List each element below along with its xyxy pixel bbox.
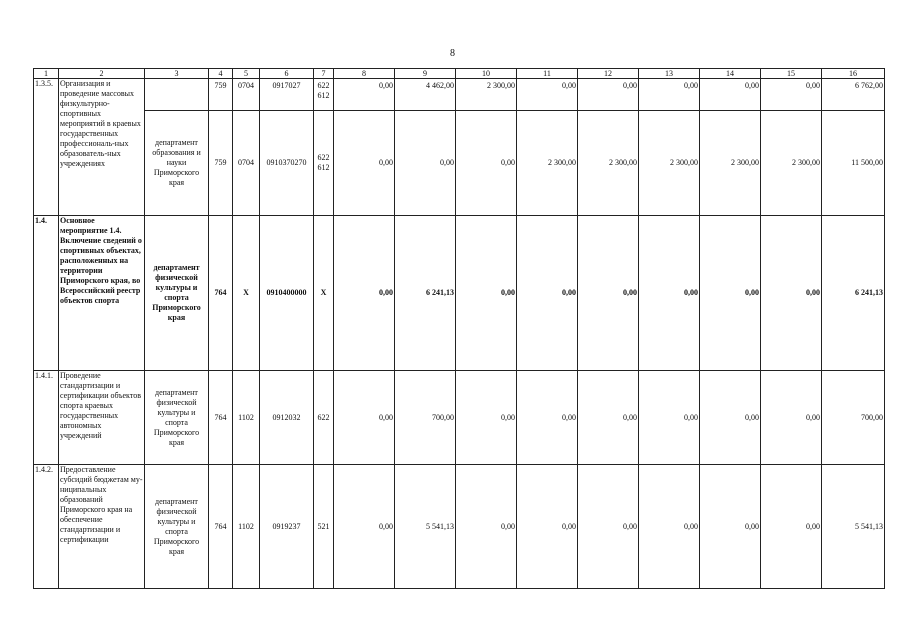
amount-col-13: 0,00 bbox=[639, 371, 700, 465]
amount-col-15: 0,00 bbox=[761, 465, 822, 589]
expense-code: 622 612 bbox=[314, 111, 334, 216]
budget-table bbox=[33, 68, 885, 589]
row-title: Предоставление субсидий бюджетам му-ниципальных образований Приморского края на обеспечение стандартизации и сертификации bbox=[59, 465, 145, 589]
amount-col-13: 0,00 bbox=[639, 465, 700, 589]
amount-col-16: 11 500,00 bbox=[822, 111, 885, 216]
amount-col-11: 0,00 bbox=[517, 79, 578, 111]
amount-col-8: 0,00 bbox=[334, 79, 395, 111]
table-row bbox=[34, 216, 885, 371]
grbs-code: 764 bbox=[209, 371, 233, 465]
amount-col-12: 0,00 bbox=[578, 216, 639, 371]
department: департамент физической культуры и спорта Приморского края bbox=[145, 216, 209, 371]
amount-col-13: 0,00 bbox=[639, 216, 700, 371]
column-header-13: 13 bbox=[639, 69, 700, 79]
section-code: X bbox=[233, 216, 260, 371]
amount-col-16: 6 241,13 bbox=[822, 216, 885, 371]
column-header-3: 3 bbox=[145, 69, 209, 79]
section-code: 1102 bbox=[233, 465, 260, 589]
column-header-9: 9 bbox=[395, 69, 456, 79]
column-header-16: 16 bbox=[822, 69, 885, 79]
amount-col-9: 4 462,00 bbox=[395, 79, 456, 111]
amount-col-14: 0,00 bbox=[700, 79, 761, 111]
column-header-2: 2 bbox=[59, 69, 145, 79]
amount-col-13: 2 300,00 bbox=[639, 111, 700, 216]
table-row bbox=[34, 111, 885, 216]
amount-col-8: 0,00 bbox=[334, 465, 395, 589]
amount-col-11: 0,00 bbox=[517, 465, 578, 589]
column-header-8: 8 bbox=[334, 69, 395, 79]
table-row bbox=[34, 465, 885, 589]
department bbox=[145, 79, 209, 111]
amount-col-16: 6 762,00 bbox=[822, 79, 885, 111]
expense-code: 622 bbox=[314, 371, 334, 465]
row-title: Организация и проведение массовых физкультурно-спортивных мероприятий в краевых государственных профессиональ-ных образователь-ных учреждениях bbox=[59, 79, 145, 216]
section-code: 0704 bbox=[233, 79, 260, 111]
amount-col-9: 6 241,13 bbox=[395, 216, 456, 371]
amount-col-12: 0,00 bbox=[578, 465, 639, 589]
grbs-code: 764 bbox=[209, 216, 233, 371]
column-header-12: 12 bbox=[578, 69, 639, 79]
section-code: 0704 bbox=[233, 111, 260, 216]
header-row bbox=[34, 69, 885, 79]
amount-col-12: 0,00 bbox=[578, 371, 639, 465]
target-code: 0917027 bbox=[260, 79, 314, 111]
amount-col-8: 0,00 bbox=[334, 371, 395, 465]
amount-col-9: 0,00 bbox=[395, 111, 456, 216]
department: департамент физической культуры и спорта Приморского края bbox=[145, 371, 209, 465]
amount-col-8: 0,00 bbox=[334, 111, 395, 216]
amount-col-13: 0,00 bbox=[639, 79, 700, 111]
grbs-code: 759 bbox=[209, 111, 233, 216]
column-header-15: 15 bbox=[761, 69, 822, 79]
amount-col-9: 700,00 bbox=[395, 371, 456, 465]
amount-col-15: 2 300,00 bbox=[761, 111, 822, 216]
column-header-7: 7 bbox=[314, 69, 334, 79]
expense-code: X bbox=[314, 216, 334, 371]
grbs-code: 764 bbox=[209, 465, 233, 589]
expense-code: 521 bbox=[314, 465, 334, 589]
row-number: 1.3.5. bbox=[34, 79, 59, 216]
amount-col-10: 0,00 bbox=[456, 111, 517, 216]
amount-col-10: 2 300,00 bbox=[456, 79, 517, 111]
column-header-4: 4 bbox=[209, 69, 233, 79]
grbs-code: 759 bbox=[209, 79, 233, 111]
department: департамент образования и науки Приморского края bbox=[145, 111, 209, 216]
row-title: Основное мероприятие 1.4. Включение сведений о спортивных объектах, расположенных на территории Приморского края, во Всероссийский реестр объектов спорта bbox=[59, 216, 145, 371]
column-header-11: 11 bbox=[517, 69, 578, 79]
row-title: Проведение стандартизации и сертификации объектов спорта краевых государственных автономных учреждений bbox=[59, 371, 145, 465]
row-number: 1.4. bbox=[34, 216, 59, 371]
column-header-6: 6 bbox=[260, 69, 314, 79]
amount-col-10: 0,00 bbox=[456, 371, 517, 465]
amount-col-11: 2 300,00 bbox=[517, 111, 578, 216]
section-code: 1102 bbox=[233, 371, 260, 465]
column-header-5: 5 bbox=[233, 69, 260, 79]
amount-col-14: 2 300,00 bbox=[700, 111, 761, 216]
amount-col-11: 0,00 bbox=[517, 371, 578, 465]
column-header-10: 10 bbox=[456, 69, 517, 79]
row-number: 1.4.1. bbox=[34, 371, 59, 465]
amount-col-10: 0,00 bbox=[456, 465, 517, 589]
column-header-14: 14 bbox=[700, 69, 761, 79]
target-code: 0919237 bbox=[260, 465, 314, 589]
amount-col-8: 0,00 bbox=[334, 216, 395, 371]
target-code: 0910370270 bbox=[260, 111, 314, 216]
target-code: 0910400000 bbox=[260, 216, 314, 371]
amount-col-14: 0,00 bbox=[700, 371, 761, 465]
amount-col-16: 700,00 bbox=[822, 371, 885, 465]
amount-col-15: 0,00 bbox=[761, 371, 822, 465]
amount-col-14: 0,00 bbox=[700, 216, 761, 371]
amount-col-16: 5 541,13 bbox=[822, 465, 885, 589]
amount-col-15: 0,00 bbox=[761, 79, 822, 111]
target-code: 0912032 bbox=[260, 371, 314, 465]
amount-col-11: 0,00 bbox=[517, 216, 578, 371]
amount-col-12: 2 300,00 bbox=[578, 111, 639, 216]
amount-col-15: 0,00 bbox=[761, 216, 822, 371]
department: департамент физической культуры и спорта Приморского края bbox=[145, 465, 209, 589]
column-header-1: 1 bbox=[34, 69, 59, 79]
amount-col-12: 0,00 bbox=[578, 79, 639, 111]
page-number: 8 bbox=[450, 48, 455, 59]
expense-code: 622 612 bbox=[314, 79, 334, 111]
amount-col-14: 0,00 bbox=[700, 465, 761, 589]
row-number: 1.4.2. bbox=[34, 465, 59, 589]
table-row bbox=[34, 79, 885, 111]
table-row bbox=[34, 371, 885, 465]
amount-col-9: 5 541,13 bbox=[395, 465, 456, 589]
amount-col-10: 0,00 bbox=[456, 216, 517, 371]
